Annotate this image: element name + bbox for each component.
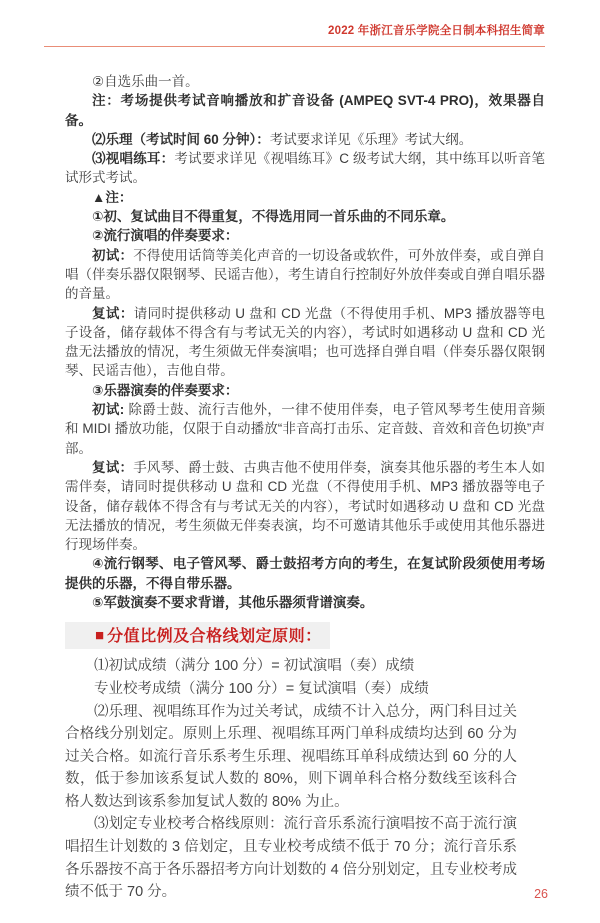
page-number: 26 xyxy=(534,887,548,901)
page-header-title: 2022 年浙江音乐学院全日制本科招生简章 xyxy=(328,25,545,37)
paragraph-lead: 初试： xyxy=(92,247,134,263)
scoring-rules-section xyxy=(65,655,517,904)
note-paragraph: ②自选乐曲一首。 xyxy=(92,74,199,89)
rule-paragraph: ⑶划定专业校考合格线原则：流行音乐系流行演唱按不高于流行演唱招生计划数的 3 倍划定，且专业校考成绩不低于 70 分；流行音乐系各乐器按不高于各乐器招考方向计划数的 4 倍分别划定，且专业校考成绩不低于 70 分。 xyxy=(65,816,517,901)
note-paragraph: ③乐器演奏的伴奏要求： xyxy=(92,382,239,398)
paragraph-lead: ⑵乐理（考试时间 60 分钟）： xyxy=(92,131,270,147)
note-paragraph: ④流行钢琴、电子管风琴、爵士鼓招考方向的考生，在复试阶段须使用考场提供的乐器，不得自带乐器。 xyxy=(65,556,545,591)
note-paragraph: ⑤军鼓演奏不要求背谱，其他乐器须背谱演奏。 xyxy=(92,595,374,611)
section-heading-text: 分值比例及合格线划定原则： xyxy=(107,628,322,646)
note-paragraph: 初试：不得使用话筒等美化声音的一切设备或软件，可外放伴奏，或自弹自唱（伴奏乐器仅限钢琴、民谣吉他），考生请自行控制好外放伴奏或自弹自唱乐器的音量。 xyxy=(65,247,545,302)
rule-paragraph: 专业校考成绩（满分 100 分）= 复试演唱（奏）成绩 xyxy=(94,680,429,697)
paragraph-lead: 初试: xyxy=(92,402,125,418)
paragraph-lead: 复试： xyxy=(92,459,134,475)
rule-paragraph: ⑴初试成绩（满分 100 分）= 初试演唱（奏）成绩 xyxy=(94,658,415,675)
paragraph-lead: 复试： xyxy=(92,305,134,321)
note-paragraph: 复试：手风琴、爵士鼓、古典吉他不使用伴奏，演奏其他乐器的考生本人如需伴奏，请同时提供移动 U 盘和 CD 光盘（不得使用手机、MP3 播放器等电子设备，储存载体不得含有与考试无关的内容），考试时如遇移动 U 盘和 CD 光盘无法播放的情况，考生须做无伴奏表演，均不可邀请其他乐手或使用其他乐器进行现场伴奏。 xyxy=(65,459,545,553)
note-paragraph: ②流行演唱的伴奏要求： xyxy=(92,228,239,244)
header-divider xyxy=(44,46,545,47)
note-paragraph: ⑶视唱练耳：考试要求详见《视唱练耳》C 级考试大纲，其中练耳以听音笔试形式考试。 xyxy=(65,151,545,186)
note-paragraph: ⑵乐理（考试时间 60 分钟）：考试要求详见《乐理》考试大纲。 xyxy=(92,131,473,147)
note-paragraph: 复试：请同时提供移动 U 盘和 CD 光盘（不得使用手机、MP3 播放器等电子设备，储存载体不得含有与考试无关的内容），考试时如遇移动 U 盘和 CD 光盘无法播放的情况，考生须做无伴奏演唱；也可选择自弹自唱（伴奏乐器仅限钢琴、民谣吉他），吉他自带。 xyxy=(65,305,545,379)
exam-notes-section xyxy=(65,72,545,612)
section-heading xyxy=(65,622,330,649)
note-paragraph: ▲注： xyxy=(92,189,133,205)
paragraph-lead: ⑶视唱练耳： xyxy=(92,151,175,167)
note-paragraph: 初试: 除爵士鼓、流行吉他外，一律不使用伴奏，电子管风琴考生使用音频和 MIDI 播放功能，仅限于自动播放“非音高打击乐、定音鼓、音效和音色切换”声部。 xyxy=(65,402,545,456)
document-content xyxy=(65,72,545,904)
rule-paragraph: ⑵乐理、视唱练耳作为过关考试，成绩不计入总分，两门科目过关合格线分别划定。原则上乐理、视唱练耳两门单科成绩均达到 60 分为过关合格。如流行音乐系考生乐理、视唱练耳单科成绩达到 60 分的人数，低于参加该系复试人数的 80%，则下调单科合格分数线至该科合格人数达到该系参加复试人数的 80% 为止。 xyxy=(65,703,517,810)
note-paragraph: 注：考场提供考试音响播放和扩音设备 (AMPEQ SVT-4 PRO)，效果器自备。 xyxy=(65,93,545,128)
square-bullet-icon: ■ xyxy=(95,627,105,645)
note-paragraph: ①初、复试曲目不得重复，不得选用同一首乐曲的不同乐章。 xyxy=(92,209,455,225)
